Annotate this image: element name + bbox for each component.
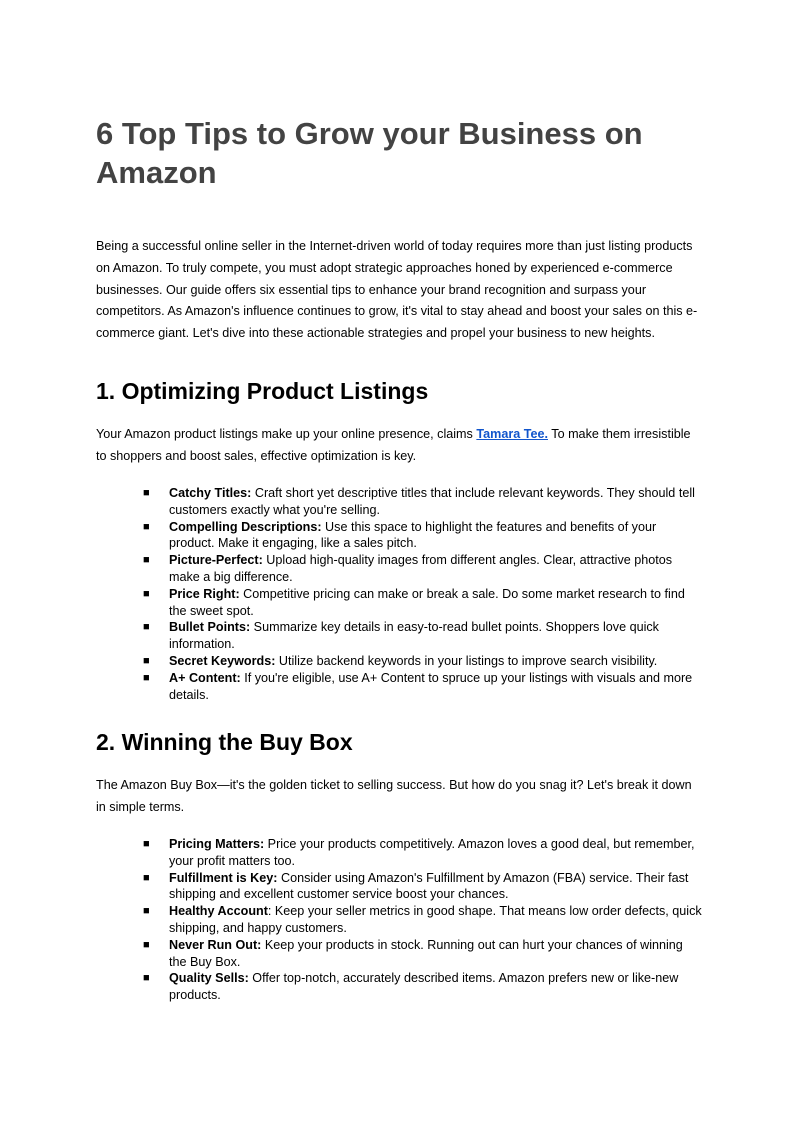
list-item: ■ Never Run Out: Keep your products in stock. Running out can hurt your chances of winning the Buy Box. — [143, 937, 683, 969]
section-1-bullet-list — [143, 485, 703, 703]
square-bullet-icon: ■ — [143, 838, 150, 850]
square-bullet-icon: ■ — [143, 938, 150, 951]
list-item: ■ Pricing Matters: Price your products competitively. Amazon loves a good deal, but remember, your profit matters too. — [143, 837, 695, 868]
section-1-intro-after: To make them irresistible to shoppers and boost sales, effective optimization is key. — [96, 427, 691, 463]
list-item: ■ A+ Content: If you're eligible, use A+ Content to spruce up your listings with visuals and more details. — [143, 670, 693, 702]
square-bullet-icon: ■ — [143, 671, 150, 684]
section-2-heading: 2. Winning the Buy Box — [96, 729, 353, 755]
section-2-intro: The Amazon Buy Box—it's the golden ticket to selling success. But how do you snag it? Let's break it down in simple terms. — [96, 778, 692, 814]
square-bullet-icon: ■ — [143, 654, 150, 667]
square-bullet-icon: ■ — [143, 972, 150, 985]
square-bullet-icon: ■ — [143, 520, 150, 533]
page-title: 6 Top Tips to Grow your Business on Amazon — [96, 116, 643, 190]
list-item: ■ Picture-Perfect: Upload high-quality images from different angles. Clear, attractive photos make a big difference. — [143, 553, 673, 584]
list-item: ■ Compelling Descriptions: Use this space to highlight the features and benefits of your product. Make it engaging, like a sales pitch. — [143, 519, 657, 551]
square-bullet-icon: ■ — [143, 871, 150, 884]
tamara-tee-link[interactable]: Tamara Tee. — [476, 427, 548, 441]
square-bullet-icon: ■ — [143, 621, 150, 634]
section-1-heading: 1. Optimizing Product Listings — [96, 378, 429, 404]
square-bullet-icon: ■ — [143, 905, 150, 918]
square-bullet-icon: ■ — [143, 587, 150, 600]
list-item: ■ Price Right: Competitive pricing can make or break a sale. Do some market research to find the sweet spot. — [143, 586, 685, 618]
section-1-intro — [96, 424, 702, 468]
intro-paragraph: Being a successful online seller in the Internet-driven world of today requires more than just listing products on Amazon. To truly compete, you must adopt strategic approaches honed by experienced e-commerce businesses. Our guide offers six essential tips to enhance your brand recognition and surpass your competitors. As Amazon's influence continues to grow, it's vital to stay ahead and boost your sales on this e-commerce giant. Let's dive into these actionable strategies and propel your business to new heights. — [96, 239, 698, 341]
section-2-bullet-list — [143, 836, 703, 1004]
list-item: ■ Fulfillment is Key: Consider using Amazon's Fulfillment by Amazon (FBA) service. Their fast shipping and excellent customer service boost your chances. — [143, 870, 689, 902]
list-item: ■ Catchy Titles: Craft short yet descriptive titles that include relevant keywords. They should tell customers exactly what you're selling. — [143, 486, 695, 517]
square-bullet-icon: ■ — [143, 554, 150, 567]
list-item: ■ Bullet Points: Summarize key details in easy-to-read bullet points. Shoppers love quick information. — [143, 620, 659, 652]
list-item: ■ Quality Sells: Offer top-notch, accurately described items. Amazon prefers new or like-new products. — [143, 971, 679, 1003]
list-item: ■ Healthy Account: Keep your seller metrics in good shape. That means low order defects, quick shipping, and happy customers. — [143, 904, 702, 935]
list-item: ■ Secret Keywords: Utilize backend keywords in your listings to improve search visibility. — [143, 653, 658, 668]
square-bullet-icon: ■ — [143, 487, 150, 499]
section-1-intro-before: Your Amazon product listings make up your online presence, claims — [96, 427, 477, 441]
